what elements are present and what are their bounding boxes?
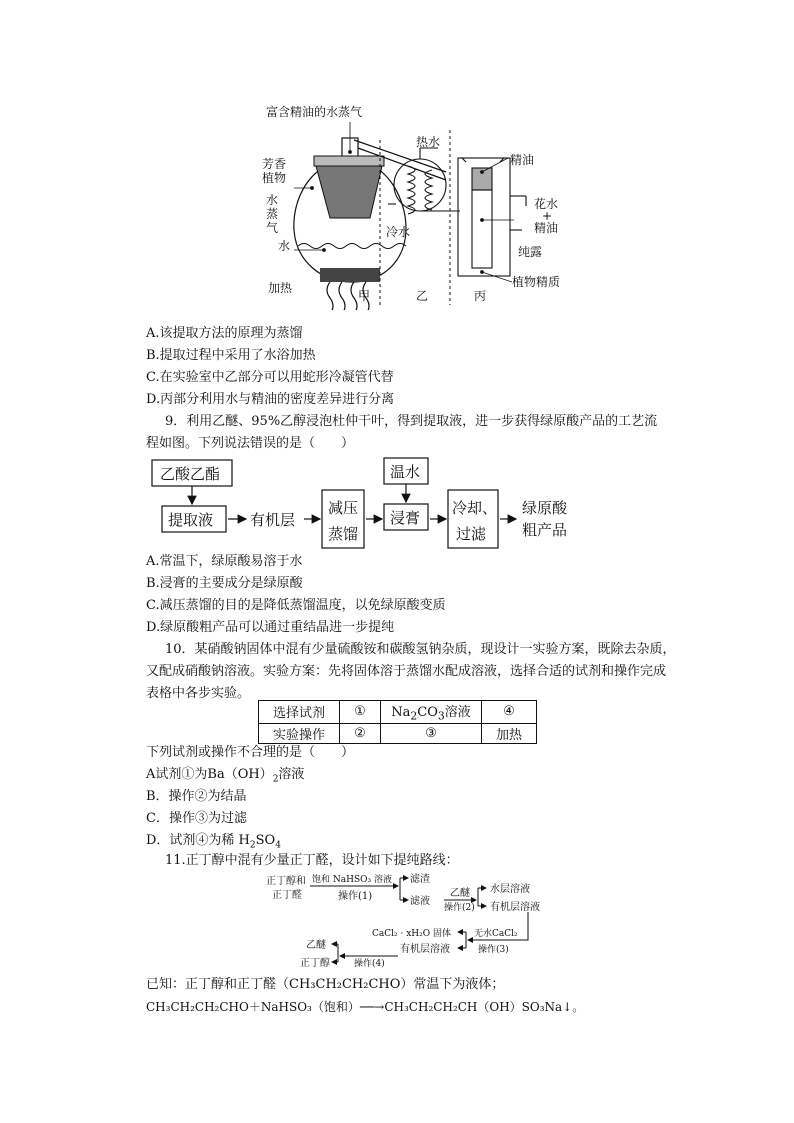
table-cell: 选择试剂 (259, 701, 340, 724)
q8-option-c: C.在实验室中乙部分可以用蛇形冷凝管代替 (146, 370, 394, 385)
flow-product-1: 绿原酸 (522, 499, 568, 517)
q10-option-a-text: A试剂①为Ba（OH） (146, 767, 273, 782)
q9-stem-line-2: 程如图。下列说法错误的是（ ） (146, 436, 355, 451)
flow-cool-2: 过滤 (456, 525, 487, 543)
q10-option-a (146, 766, 304, 789)
table-cell: 加热 (482, 723, 537, 743)
q11-residue: 滤渣 (410, 874, 430, 885)
q9-stem-line-1: 9．利用乙醚、95%乙醇浸泡杜仲干叶，得到提取液，进一步获得绿原酸产品的工艺流 (165, 414, 658, 429)
flow-extract: 提取液 (168, 511, 214, 529)
q9-process-flow (150, 456, 590, 552)
q11-ether: 乙醚 (450, 888, 470, 899)
table-cell: 实验操作 (259, 723, 340, 743)
q9-option-b: B.浸膏的主要成分是绿原酸 (146, 576, 303, 591)
q11-start-2: 正丁醛 (272, 890, 302, 901)
q10-option-b: B．操作②为结晶 (146, 789, 247, 804)
table-row (259, 701, 537, 724)
q10-stem-line-1: 10．某硝酸钠固体中混有少量硫酸铵和碳酸氢钠杂质，现设计一实验方案，既除去杂质， (165, 642, 676, 657)
label-aromatic-2: 植物 (262, 171, 287, 185)
q11-start-1: 正丁醇和 (266, 876, 306, 887)
na2co3-solution: 溶液 (444, 705, 471, 720)
q8-option-b: B.提取过程中采用了水浴加热 (146, 348, 316, 363)
label-essence: 植物精质 (512, 275, 561, 289)
label-water: 水 (278, 239, 291, 253)
q10-option-d-so: SO (255, 833, 276, 848)
label-floral-1: 花水 (534, 197, 559, 211)
label-yi: 乙 (416, 289, 429, 303)
q11-purification-flow (262, 872, 562, 970)
label-pure-dew: 纯露 (518, 245, 543, 259)
q11-op4: 操作(4) (354, 959, 385, 969)
label-steam-3: 气 (266, 221, 279, 235)
q10-option-d-sub-1: 2 (249, 840, 256, 851)
table-cell: ② (340, 723, 381, 743)
label-floral-3: 精油 (534, 221, 559, 235)
flow-cool-1: 冷却、 (452, 499, 498, 517)
label-hot-water: 热水 (416, 135, 441, 149)
q10-option-a-tail: 溶液 (278, 767, 305, 782)
steam-distillation-figure (250, 100, 570, 310)
label-top: 富含精油的水蒸气 (266, 105, 363, 119)
q11-ether2: 乙醚 (306, 940, 326, 951)
table-cell: ③ (381, 723, 482, 743)
table-row (259, 723, 537, 743)
q11-organic: 有机层溶液 (490, 902, 540, 913)
q11-op2: 操作(2) (444, 903, 475, 913)
flow-organic: 有机层 (250, 511, 296, 529)
q11-op3: 操作(3) (478, 945, 509, 955)
q10-option-d-sub-2: 4 (275, 840, 281, 851)
q11-filtrate: 滤液 (410, 896, 430, 907)
label-heat: 加热 (268, 281, 293, 295)
q8-option-d: D.丙部分利用水与精油的密度差异进行分离 (146, 392, 395, 407)
q8-option-a: A.该提取方法的原理为蒸馏 (146, 326, 303, 341)
q10-question: 下列试剂或操作不合理的是（ ） (146, 745, 355, 760)
table-cell (381, 701, 482, 724)
q9-option-c: C.减压蒸馏的目的是降低蒸馏温度，以免绿原酸变质 (146, 598, 446, 613)
q10-stem-line-3: 表格中各步实验。 (146, 686, 251, 701)
q10-option-d-text: D．试剂④为稀 H (146, 833, 250, 848)
condenser-coil (388, 148, 460, 214)
q11-op1: 操作(1) (338, 891, 373, 902)
flow-ethyl-acetate: 乙酸乙酯 (160, 465, 221, 483)
flow-vacuum-2: 蒸馏 (328, 525, 359, 543)
q11-aqueous: 水层溶液 (490, 884, 530, 895)
q10-stem-line-2: 又配成硝酸钠溶液。实验方案：先将固体溶于蒸馏水配成溶液，选择合适的试剂和操作完成 (146, 664, 667, 679)
flow-paste: 浸膏 (390, 509, 421, 527)
boiler-water-surface (298, 244, 406, 249)
label-steam-1: 水 (266, 193, 279, 207)
q11-equation: CH₃CH₂CH₂CHO＋NaHSO₃（饱和）──→CH₃CH₂CH₂CH（OH）SO₃Na↓。 (146, 1000, 585, 1014)
label-floral-2: + (542, 209, 553, 223)
na2co3-na: Na (391, 705, 411, 720)
table-cell: ④ (482, 701, 537, 724)
table-cell: ① (340, 701, 381, 724)
label-oil: 精油 (510, 153, 535, 167)
q11-known: 已知：正丁醇和正丁醛（CH₃CH₂CH₂CHO）常温下为液体； (146, 977, 505, 992)
na2co3-sub-3: 3 (437, 709, 445, 723)
q11-reagent1: 饱和 NaHSO₃ 溶液 (312, 875, 392, 885)
na2co3-co: CO (417, 705, 438, 720)
flow-warm-water: 温水 (390, 463, 421, 481)
label-bing: 丙 (474, 289, 487, 303)
q10-option-c: C．操作③为过滤 (146, 811, 247, 826)
q10-table (258, 700, 537, 744)
label-jia: 甲 (358, 289, 371, 303)
q10-option-a-sub: 2 (272, 774, 279, 785)
flow-product-2: 粗产品 (522, 521, 568, 539)
plant-basket (316, 166, 382, 218)
label-steam-2: 蒸 (266, 207, 279, 221)
q9-option-a: A.常温下，绿原酸易溶于水 (146, 554, 303, 569)
q11-cacl2-hydrate: CaCl₂ · xH₂O 固体 (372, 929, 451, 939)
q11-stem: 11.正丁醇中混有少量正丁醛，设计如下提纯路线： (165, 853, 459, 868)
label-aromatic-1: 芳香 (262, 157, 287, 171)
q11-cacl2-anhyd: 无水CaCl₂ (474, 929, 518, 939)
q9-option-d: D.绿原酸粗产品可以通过重结晶进一步提纯 (146, 620, 395, 635)
na2co3-sub-2: 2 (410, 709, 418, 723)
heater (320, 268, 380, 310)
separator-vessel (458, 158, 526, 276)
flow-vacuum-1: 减压 (328, 499, 359, 517)
q11-organic2: 有机层溶液 (400, 944, 450, 955)
label-cold-water: 冷水 (386, 225, 411, 239)
basket-top (314, 156, 384, 166)
q11-butanol: 正丁醇 (300, 958, 330, 969)
